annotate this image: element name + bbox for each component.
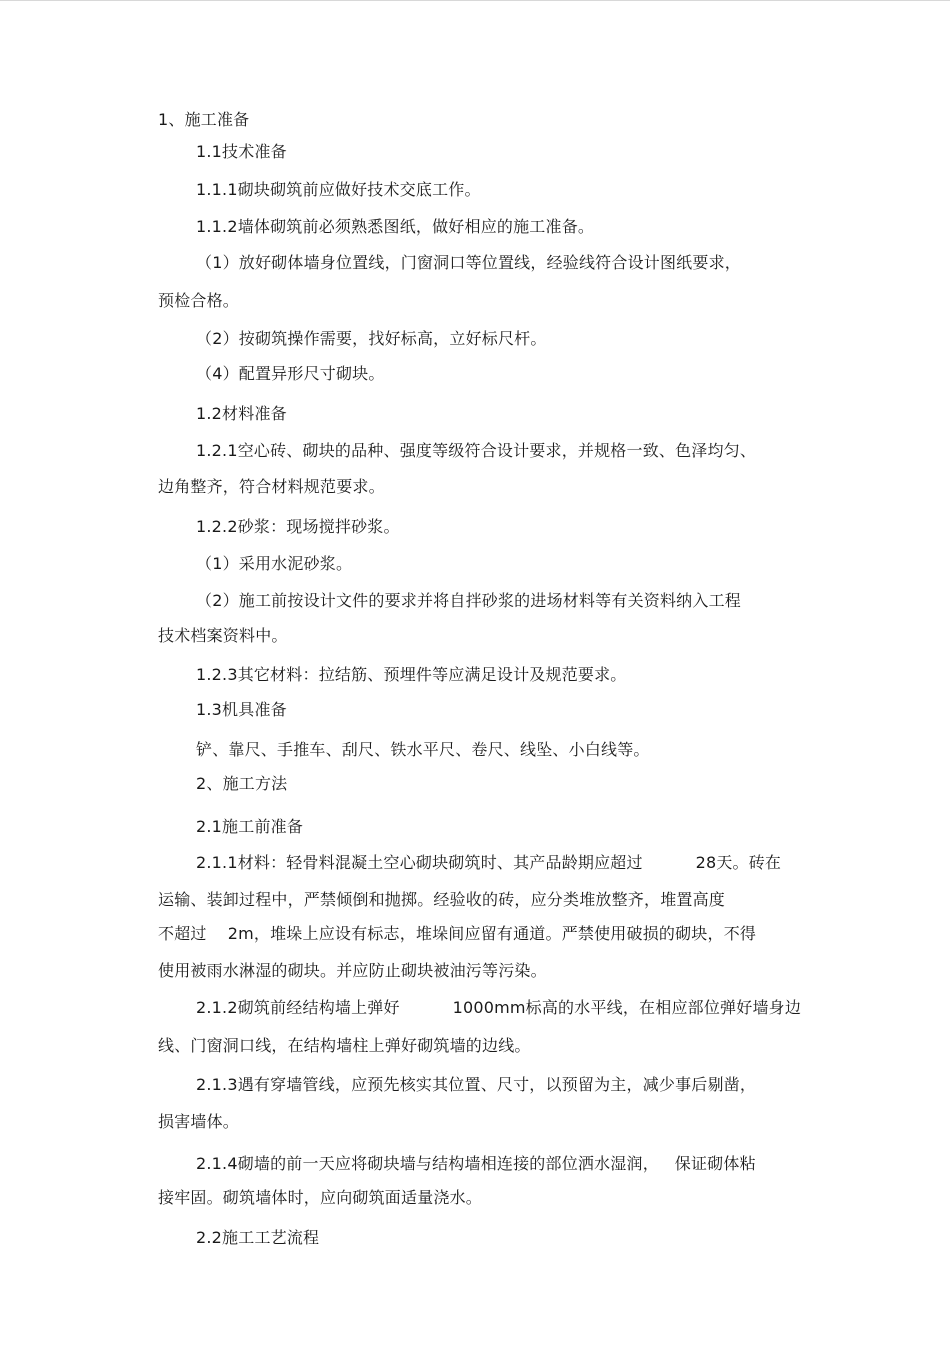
paragraph-line: （2）按砌筑操作需要，找好标高，立好标尺杆。 xyxy=(196,329,547,348)
paragraph-line: 1.2.1空心砖、砌块的品种、强度等级符合设计要求，并规格一致、色泽均匀、 xyxy=(196,441,757,460)
heading-2-2: 2.2施工工艺流程 xyxy=(196,1228,320,1247)
paragraph-line: 使用被雨水淋湿的砌块。并应防止砌块被油污等污染。 xyxy=(158,961,547,980)
heading-1-3: 1.3机具准备 xyxy=(196,700,287,719)
paragraph-line: 铲、靠尺、手推车、刮尺、铁水平尺、卷尺、线坠、小白线等。 xyxy=(196,740,650,759)
paragraph-line: （1）采用水泥砂浆。 xyxy=(196,554,353,573)
paragraph-line: 运输、装卸过程中，严禁倾倒和抛掷。经验收的砖，应分类堆放整齐，堆置高度 xyxy=(158,890,726,909)
paragraph-line: （4）配置异形尺寸砌块。 xyxy=(196,364,385,383)
heading-2-1: 2.1施工前准备 xyxy=(196,817,304,836)
paragraph-line: 1.2.2砂浆：现场搅拌砂浆。 xyxy=(196,517,400,536)
paragraph-line: 2.1.1材料：轻骨料混凝土空心砌块砌筑时、其产品龄期应超过 28天。砖在 xyxy=(196,853,782,872)
paragraph-line: 2.1.4砌墙的前一天应将砌块墙与结构墙相连接的部位洒水湿润， 保证砌体粘 xyxy=(196,1154,756,1173)
paragraph-line: 1.2.3其它材料：拉结筋、预埋件等应满足设计及规范要求。 xyxy=(196,665,627,684)
paragraph-line: （2）施工前按设计文件的要求并将自拌砂浆的进场材料等有关资料纳入工程 xyxy=(196,591,741,610)
paragraph-line: 线、门窗洞口线，在结构墙柱上弹好砌筑墙的边线。 xyxy=(158,1036,531,1055)
heading-1-1: 1.1技术准备 xyxy=(196,142,287,161)
paragraph-line: 2.1.3遇有穿墙管线，应预先核实其位置、尺寸，以预留为主，减少事后剔凿， xyxy=(196,1075,757,1094)
paragraph-line: 接牢固。砌筑墙体时，应向砌筑面适量浇水。 xyxy=(158,1188,483,1207)
paragraph-line: 1.1.1砌块砌筑前应做好技术交底工作。 xyxy=(196,180,481,199)
paragraph-line: 技术档案资料中。 xyxy=(158,626,288,645)
heading-1-2: 1.2材料准备 xyxy=(196,404,287,423)
paragraph-line: 1.1.2墙体砌筑前必须熟悉图纸，做好相应的施工准备。 xyxy=(196,217,595,236)
heading-section-1: 1、施工准备 xyxy=(158,110,250,129)
paragraph-line: 不超过 2m，堆垛上应设有标志，堆垛间应留有通道。严禁使用破损的砌块，不得 xyxy=(158,924,757,943)
paragraph-line: 预检合格。 xyxy=(158,291,240,310)
paragraph-line: （1）放好砌体墙身位置线，门窗洞口等位置线，经验线符合设计图纸要求， xyxy=(196,253,741,272)
heading-section-2: 2、施工方法 xyxy=(196,774,288,793)
paragraph-line: 2.1.2砌筑前经结构墙上弹好 1000mm标高的水平线，在相应部位弹好墙身边 xyxy=(196,998,802,1017)
paragraph-line: 边角整齐，符合材料规范要求。 xyxy=(158,477,385,496)
paragraph-line: 损害墙体。 xyxy=(158,1112,240,1131)
